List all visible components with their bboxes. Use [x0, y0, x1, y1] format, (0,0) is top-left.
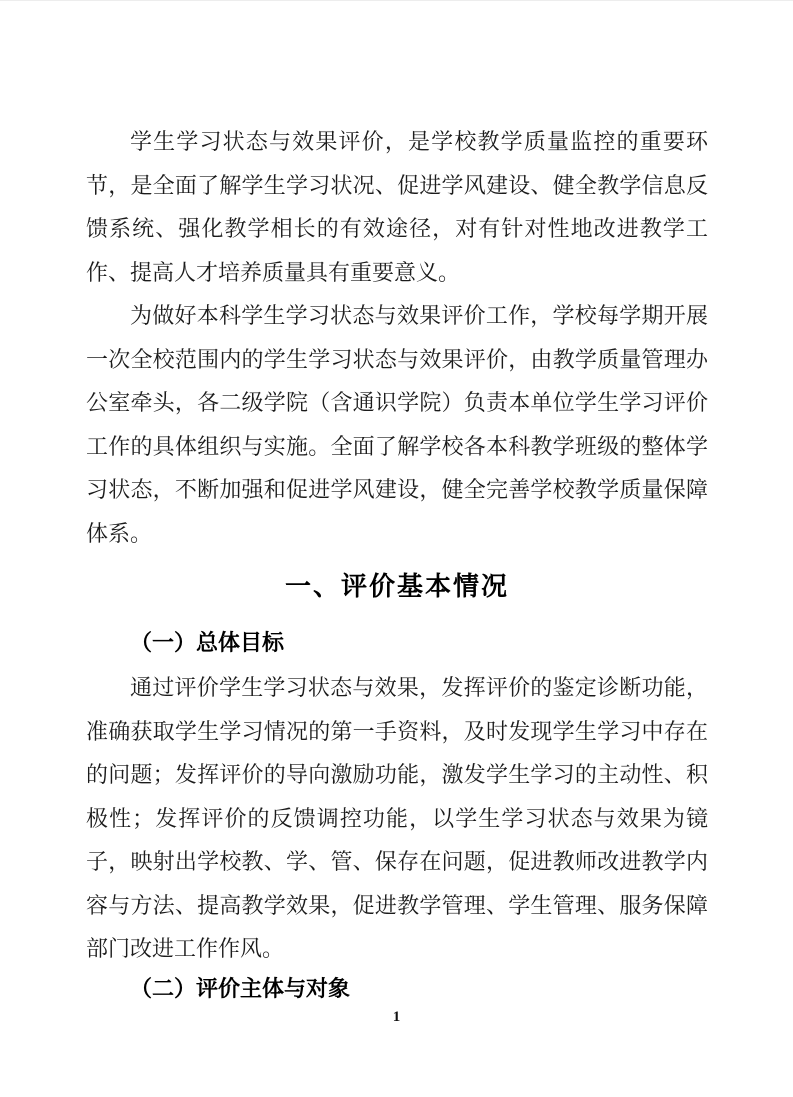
document-content — [86, 1, 708, 1004]
section-title-overall-goal: （一）总体目标 — [130, 630, 285, 655]
section-overall-goal-paragraph: 通过评价学生学习状态与效果，发挥评价的鉴定诊断功能，准确获取学生学习情况的第一手资料，及时发现学生学习中存在的问题；发挥评价的导向激励功能，激发学生学习的主动性、积极性；发挥评价的反馈调控功能，以学生学习状态与效果为镜子，映射出学校教、学、管、保存在问题，促进教师改进教学内容与方法、提高教学效果，促进教学管理、学生管理、服务保障部门改进工作作风。 — [86, 675, 708, 961]
chapter-heading: 一、评价基本情况 — [284, 571, 509, 601]
section-title-subject-object: （二）评价主体与对象 — [130, 975, 351, 1001]
page-number: 1 — [392, 1009, 401, 1025]
intro-paragraph-1: 学生学习状态与效果评价，是学校教学质量监控的重要环节，是全面了解学生学习状况、促进学风建设、健全教学信息反馈系统、强化教学相长的有效途径，对有针对性地改进教学工作、提高人才培养质量具有重要意义。 — [86, 129, 708, 285]
intro-paragraph-2: 为做好本科学生学习状态与效果评价工作，学校每学期开展一次全校范围内的学生学习状态与效果评价，由教学质量管理办公室牵头，各二级学院（含通识学院）负责本单位学生学习评价工作的具体组织与实施。全面了解学校各本科教学班级的整体学习状态，不断加强和促进学风建设，健全完善学校教学质量保障体系。 — [86, 303, 708, 546]
